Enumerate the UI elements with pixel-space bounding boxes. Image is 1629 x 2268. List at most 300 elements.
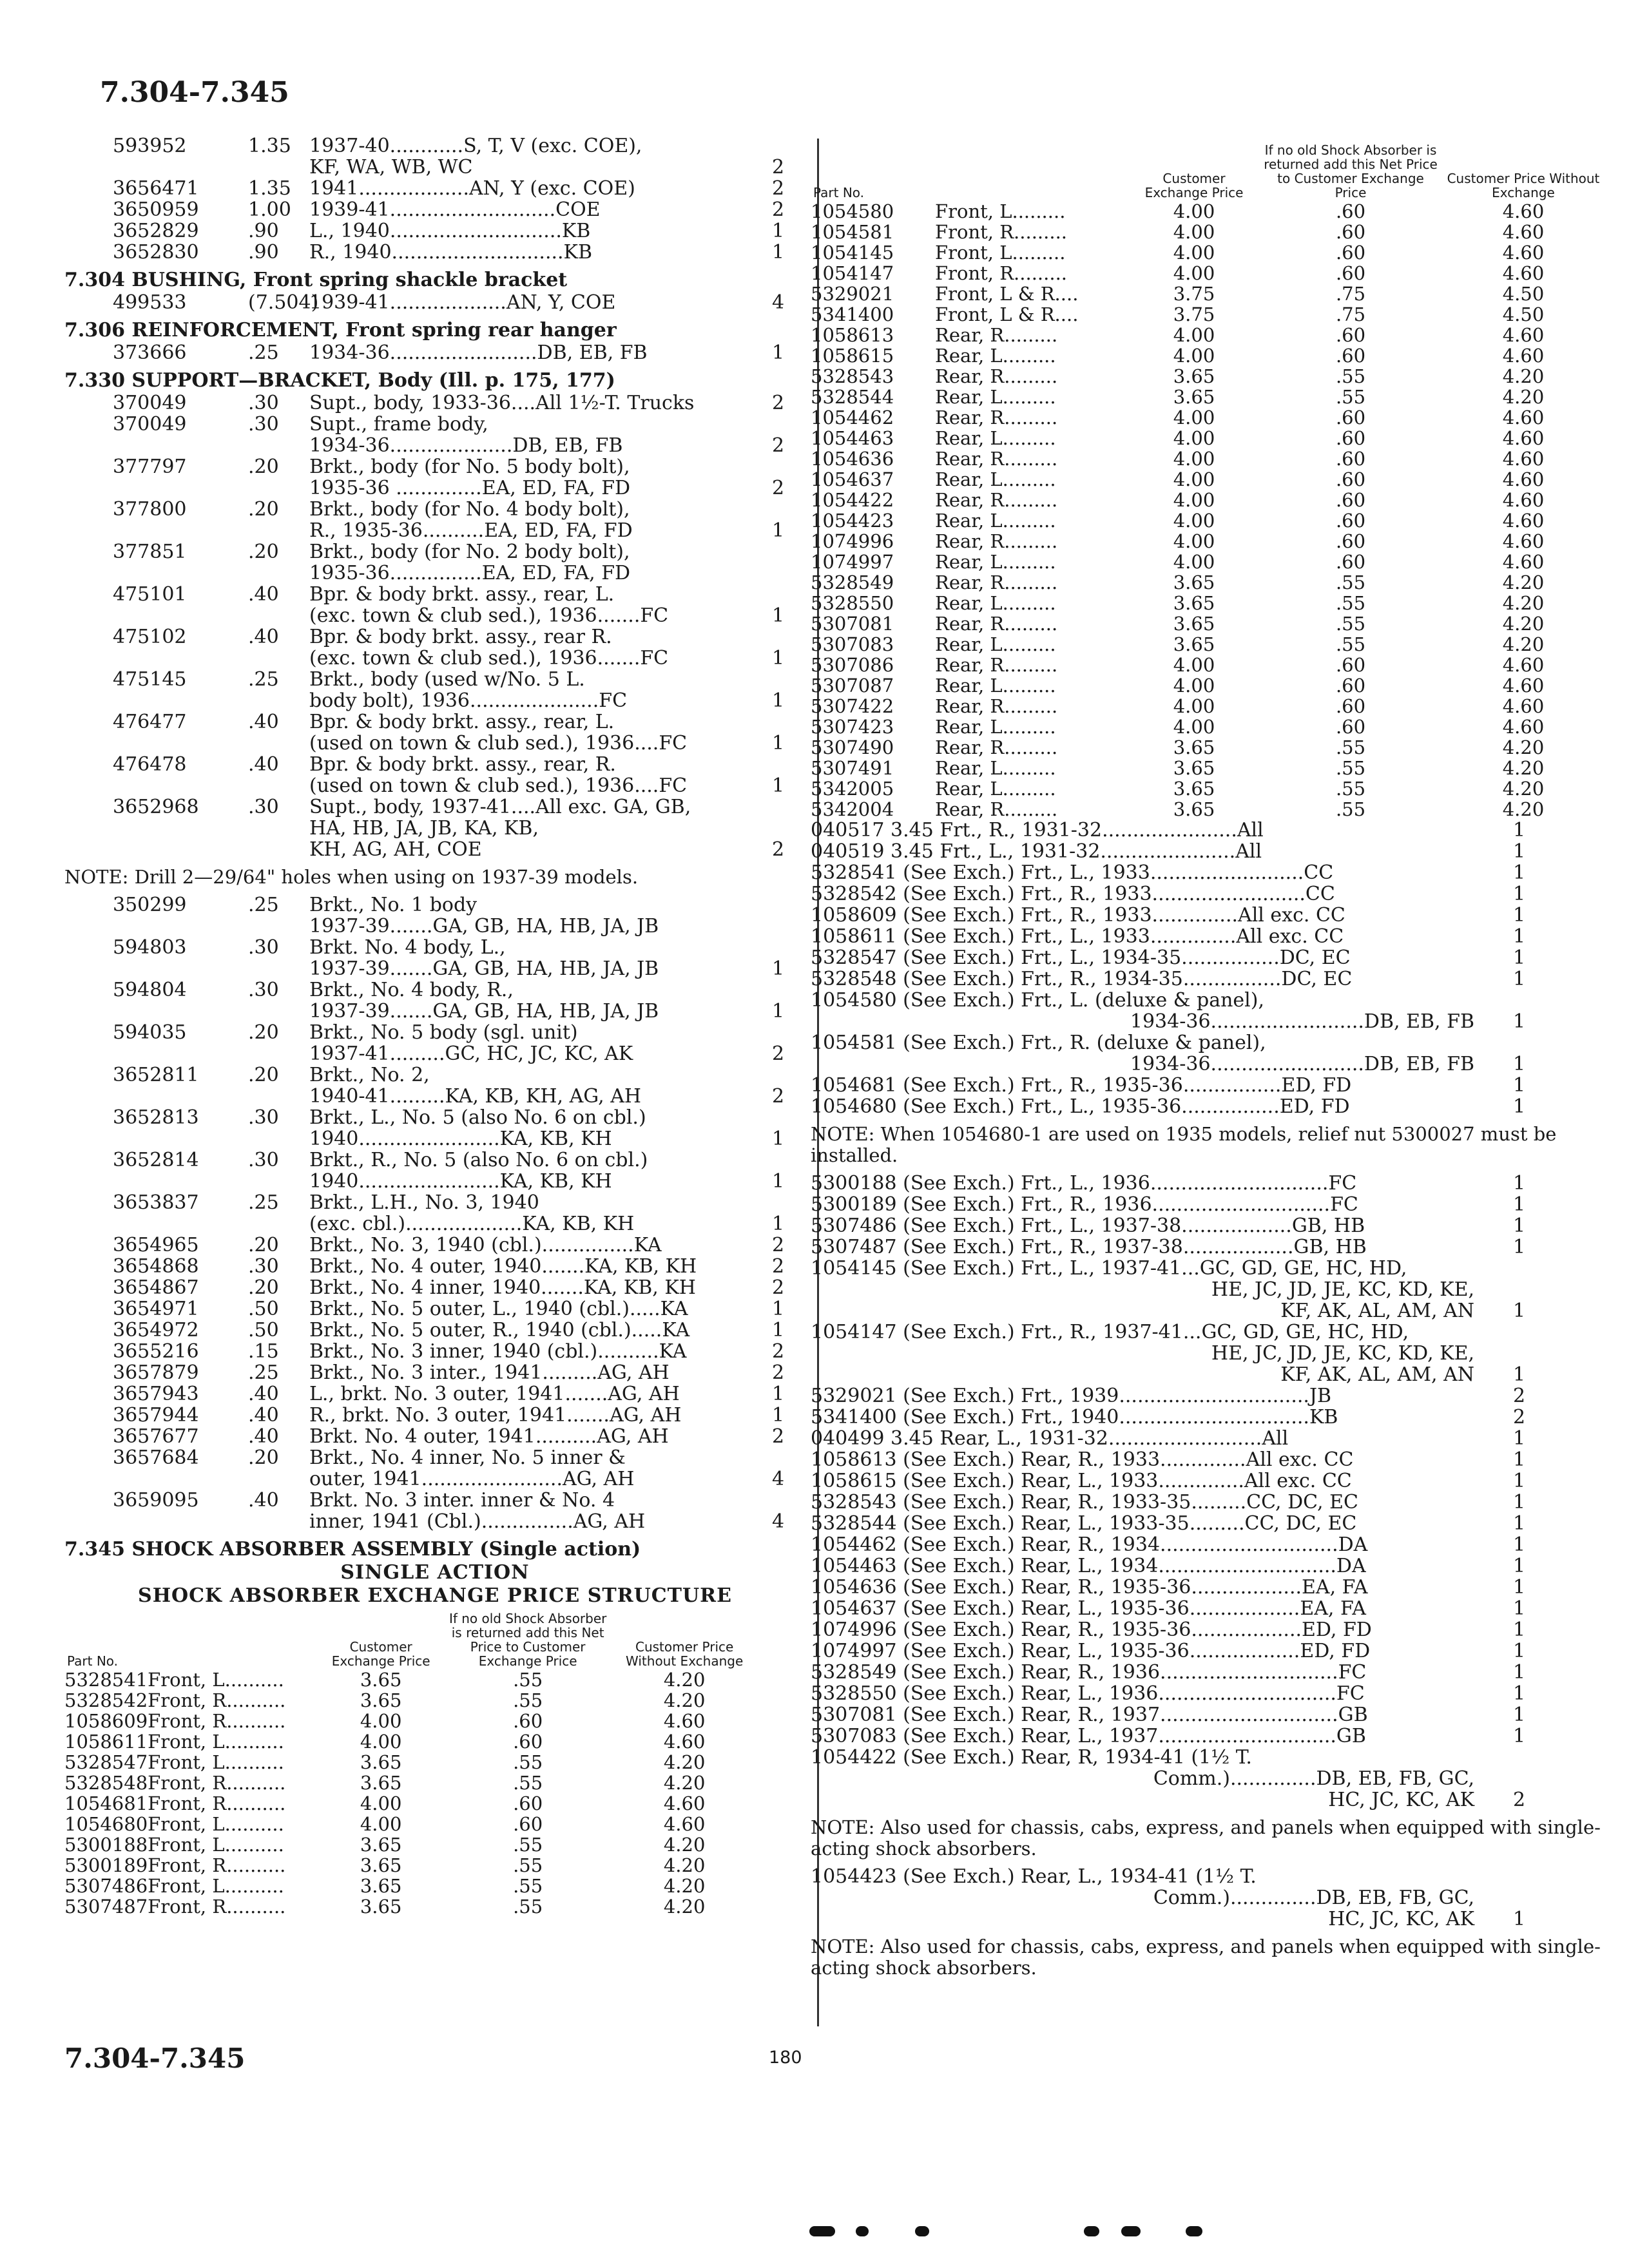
part-number: 1054147 — [811, 262, 894, 284]
table-row — [64, 1731, 755, 1752]
part-row — [64, 1341, 805, 1362]
part-row — [64, 220, 805, 242]
price: .20 — [248, 1064, 279, 1086]
part-description: 1937-39.......GA, GB, HA, HB, JA, JB — [309, 1000, 659, 1023]
listing-text: 5307486 (See Exch.) Frt., L., 1937-38..................GB, HB — [811, 1215, 1365, 1237]
exchange-price-table — [64, 1611, 755, 1917]
part-number: 5328542 — [64, 1689, 148, 1711]
part-number: 1054581 — [811, 221, 894, 243]
quantity: 1 — [1513, 1363, 1526, 1386]
quantity: 2 — [772, 477, 785, 499]
position: Front, L & R.... — [935, 283, 1079, 305]
net-price: .60 — [1335, 427, 1366, 449]
net-price: .60 — [1335, 716, 1366, 738]
net-price: .60 — [1335, 262, 1366, 284]
table-row — [811, 510, 1606, 531]
listing-text: 1058609 (See Exch.) Frt., R., 1933..............All exc. CC — [811, 904, 1345, 927]
part-description: outer, 1941.......................AG, AH — [309, 1468, 635, 1490]
part-number: 3654868 — [113, 1255, 199, 1278]
quantity: 1 — [772, 341, 785, 364]
part-number: 5328550 — [811, 592, 894, 614]
listing-text: 1054147 (See Exch.) Frt., R., 1937-41...GC, GD, GE, HC, HD, — [811, 1321, 1409, 1343]
exchange-price: 4.00 — [360, 1710, 402, 1732]
price-without-exchange: 4.60 — [1502, 675, 1545, 697]
part-description: R., 1935-36..........EA, ED, FA, FD — [309, 519, 633, 542]
part-number: 1054463 — [811, 427, 894, 449]
listing-text: 5307081 (See Exch.) Rear, R., 1937.............................GB — [811, 1704, 1368, 1726]
part-description: (exc. town & club sed.), 1936.......FC — [309, 647, 669, 669]
exchange-price: 4.00 — [360, 1813, 402, 1835]
price-without-exchange: 4.60 — [1502, 324, 1545, 346]
part-row — [64, 1277, 805, 1298]
part-row — [64, 626, 805, 669]
listing-row — [811, 1032, 1610, 1075]
position: Front, R.......... — [148, 1710, 286, 1732]
table-row — [811, 407, 1606, 428]
position: Front, L......... — [935, 200, 1066, 222]
exchange-price: 3.65 — [360, 1772, 402, 1794]
scan-mark — [856, 2226, 869, 2236]
part-row — [64, 1107, 805, 1149]
listing-row — [811, 883, 1610, 905]
listing-row — [811, 1577, 1610, 1598]
part-number: 5307486 — [64, 1875, 148, 1897]
part-number: 5328541 — [64, 1669, 148, 1691]
part-description: (exc. cbl.)...................KA, KB, KH — [309, 1213, 635, 1235]
part-description: 1939-41...........................COE — [309, 198, 601, 221]
quantity: 1 — [1513, 1095, 1526, 1118]
price: .30 — [248, 1255, 279, 1278]
right-column — [811, 135, 1610, 1985]
listing-text: 040519 3.45 Frt., L., 1931-32......................All — [811, 840, 1262, 863]
price: .20 — [248, 498, 279, 521]
part-number: 3652830 — [113, 241, 199, 264]
table-row — [811, 304, 1606, 325]
net-price: .60 — [1335, 654, 1366, 676]
net-price: .55 — [513, 1669, 543, 1691]
price: .20 — [248, 541, 279, 563]
quantity: 1 — [1513, 1619, 1526, 1641]
part-number: 5342004 — [811, 798, 894, 820]
price: .40 — [248, 1489, 279, 1512]
part-number: 3653837 — [113, 1191, 199, 1214]
price: .30 — [248, 1149, 279, 1171]
part-description: 1940.......................KA, KB, KH — [309, 1128, 612, 1150]
listing-text: HC, JC, KC, AK — [1328, 1789, 1474, 1811]
net-price: .60 — [513, 1710, 543, 1732]
net-price: .55 — [1335, 778, 1366, 800]
part-row — [64, 499, 805, 541]
exchange-price: 3.65 — [1173, 736, 1215, 758]
part-description: Brkt., No. 4 body, R., — [309, 979, 514, 1001]
part-description: Brkt., No. 4 inner, No. 5 inner & — [309, 1446, 626, 1469]
part-row — [64, 292, 805, 313]
table-row — [811, 696, 1606, 716]
part-number: 370049 — [113, 413, 187, 436]
part-description: Brkt., No. 5 outer, R., 1940 (cbl.).....KA — [309, 1319, 690, 1341]
part-number: 476478 — [113, 753, 187, 776]
part-number: 3654965 — [113, 1234, 199, 1256]
quantity: 1 — [772, 1319, 785, 1341]
price-without-exchange: 4.20 — [1502, 798, 1545, 820]
position: Front, L.......... — [148, 1731, 284, 1753]
net-price: .55 — [513, 1896, 543, 1917]
price: .40 — [248, 626, 279, 648]
part-description: Brkt., L.H., No. 3, 1940 — [309, 1191, 539, 1214]
part-description: L., 1940............................KB — [309, 220, 591, 242]
position: Rear, L......... — [935, 427, 1056, 449]
exchange-price: 3.65 — [1173, 633, 1215, 655]
quantity: 1 — [1513, 968, 1526, 990]
price-without-exchange: 4.20 — [663, 1834, 706, 1856]
col-exchange-price: Customer Exchange Price — [331, 1639, 430, 1669]
price-without-exchange: 4.60 — [1502, 448, 1545, 470]
quantity: 1 — [772, 1170, 785, 1193]
part-description: 1940.......................KA, KB, KH — [309, 1170, 612, 1193]
net-price: .55 — [513, 1875, 543, 1897]
part-row — [64, 1362, 805, 1383]
price: .20 — [248, 1446, 279, 1469]
listing-text: 5300189 (See Exch.) Frt., R., 1936.............................FC — [811, 1193, 1358, 1216]
exchange-price: 3.65 — [360, 1669, 402, 1691]
listing-row — [811, 1428, 1610, 1449]
part-row — [64, 979, 805, 1022]
price-without-exchange: 4.50 — [1502, 283, 1545, 305]
part-number: 1054637 — [811, 468, 894, 490]
part-number: 3654867 — [113, 1276, 199, 1299]
exchange-price: 3.65 — [1173, 613, 1215, 635]
price: .30 — [248, 392, 279, 414]
exchange-price: 3.65 — [1173, 798, 1215, 820]
exchange-price: 3.75 — [1173, 283, 1215, 305]
position: Rear, L......... — [935, 592, 1056, 614]
price-without-exchange: 4.60 — [1502, 345, 1545, 367]
col-desc — [935, 143, 1127, 201]
table-row — [811, 613, 1606, 634]
position: Rear, R......... — [935, 695, 1058, 717]
listing-row — [811, 1534, 1610, 1555]
table-row — [811, 325, 1606, 345]
part-number: 5328544 — [811, 386, 894, 408]
listing-text: KF, AK, AL, AM, AN — [1280, 1363, 1474, 1386]
part-description: Brkt., No. 5 outer, L., 1940 (cbl.).....KA — [309, 1298, 688, 1320]
part-row — [64, 392, 805, 414]
part-description: R., brkt. No. 3 outer, 1941.......AG, AH — [309, 1404, 682, 1427]
listing-text: 1058611 (See Exch.) Frt., L., 1933..............All exc. CC — [811, 925, 1344, 948]
listing-text: 1054636 (See Exch.) Rear, R., 1935-36..................EA, FA — [811, 1576, 1368, 1599]
part-number: 5341400 — [811, 303, 894, 325]
quantity: 4 — [772, 291, 785, 314]
price: 1.00 — [248, 198, 291, 221]
price-without-exchange: 4.60 — [1502, 468, 1545, 490]
listing-text: 1054681 (See Exch.) Frt., R., 1935-36................ED, FD — [811, 1074, 1352, 1097]
price-without-exchange: 4.20 — [1502, 736, 1545, 758]
net-price: .55 — [1335, 592, 1366, 614]
position: Front, R......... — [935, 221, 1068, 243]
quantity: 2 — [772, 1234, 785, 1256]
quantity: 1 — [1513, 1300, 1526, 1322]
col-price-without-exchange: Customer Price Without Exchange — [1447, 171, 1600, 200]
net-price: .55 — [1335, 798, 1366, 820]
exchange-price: 4.00 — [1173, 345, 1215, 367]
part-number: 5300188 — [64, 1834, 148, 1856]
table-row — [811, 448, 1606, 469]
price-without-exchange: 4.60 — [1502, 407, 1545, 428]
listing-text: 5328543 (See Exch.) Rear, R., 1933-35.........CC, DC, EC — [811, 1491, 1358, 1514]
note: NOTE: Also used for chassis, cabs, express, and panels when equipped with single-acting shock absorbers. — [811, 1816, 1601, 1860]
net-price: .60 — [1335, 324, 1366, 346]
part-number: 475102 — [113, 626, 187, 648]
net-price: .60 — [1335, 345, 1366, 367]
section-title: 7.304 BUSHING, Front spring shackle bracket — [64, 269, 568, 291]
part-row — [64, 1298, 805, 1320]
price: .40 — [248, 1383, 279, 1405]
part-number: 1074996 — [811, 530, 894, 552]
part-number: 594035 — [113, 1021, 187, 1044]
exchange-price: 4.00 — [1173, 530, 1215, 552]
part-number: 350299 — [113, 894, 187, 916]
part-description: Brkt., No. 3 inter., 1941.........AG, AH — [309, 1361, 670, 1384]
quantity: 2 — [772, 434, 785, 457]
net-price: .55 — [1335, 572, 1366, 593]
table-row — [811, 655, 1606, 675]
quantity: 1 — [1513, 1533, 1526, 1556]
position: Front, R.......... — [148, 1854, 286, 1876]
position: Rear, L......... — [935, 510, 1056, 532]
exchange-price: 3.65 — [1173, 572, 1215, 593]
listing-row — [811, 1470, 1610, 1492]
price: .30 — [248, 936, 279, 959]
part-number: 3657684 — [113, 1446, 199, 1469]
exchange-price: 3.65 — [1173, 386, 1215, 408]
price-without-exchange: 4.20 — [1502, 572, 1545, 593]
part-row — [64, 1426, 805, 1447]
price-without-exchange: 4.20 — [1502, 592, 1545, 614]
price-without-exchange: 4.50 — [1502, 303, 1545, 325]
quantity: 2 — [772, 1043, 785, 1065]
net-price: .55 — [1335, 736, 1366, 758]
table-row — [811, 222, 1606, 242]
position: Front, L.......... — [148, 1751, 284, 1773]
exchange-price: 4.00 — [1173, 262, 1215, 284]
listing-text: 5328541 (See Exch.) Frt., L., 1933.........................CC — [811, 861, 1334, 884]
part-description: Supt., frame body, — [309, 413, 488, 436]
part-description: 1934-36........................DB, EB, FB — [309, 341, 648, 364]
part-number: 1074997 — [811, 551, 894, 573]
listing-row — [811, 1321, 1610, 1385]
table-row — [811, 799, 1606, 820]
quantity: 1 — [1513, 840, 1526, 863]
exchange-price: 4.00 — [360, 1731, 402, 1753]
part-description: Bpr. & body brkt. assy., rear, L. — [309, 711, 615, 733]
price: 1.35 — [248, 135, 291, 157]
listing-row — [811, 947, 1610, 968]
part-number: 475101 — [113, 583, 187, 606]
part-description: Brkt., R., No. 5 (also No. 6 on cbl.) — [309, 1149, 648, 1171]
exchange-price: 4.00 — [1173, 551, 1215, 573]
price-without-exchange: 4.20 — [663, 1772, 706, 1794]
listing-row — [811, 1747, 1610, 1811]
net-price: .60 — [1335, 675, 1366, 697]
part-number: 377800 — [113, 498, 187, 521]
net-price: .60 — [1335, 407, 1366, 428]
part-row — [64, 135, 805, 178]
price: .25 — [248, 341, 279, 364]
part-description: Brkt., body (used w/No. 5 L. — [309, 668, 585, 691]
part-row — [64, 584, 805, 626]
position: Rear, R......... — [935, 736, 1058, 758]
listing-row — [811, 1619, 1610, 1640]
listing-text: 1074996 (See Exch.) Rear, R., 1935-36..................ED, FD — [811, 1619, 1372, 1641]
exchange-price: 4.00 — [1173, 489, 1215, 511]
quantity: 1 — [1513, 1576, 1526, 1599]
exchange-price: 4.00 — [1173, 324, 1215, 346]
position: Rear, R......... — [935, 572, 1058, 593]
position: Rear, R......... — [935, 448, 1058, 470]
part-row — [64, 711, 805, 754]
part-number: 1054423 — [811, 510, 894, 532]
quantity: 1 — [772, 604, 785, 627]
price-without-exchange: 4.20 — [1502, 778, 1545, 800]
listing-row — [811, 926, 1610, 947]
table-row — [64, 1855, 755, 1876]
table-row — [811, 469, 1606, 490]
listing-text: Comm.)..............DB, EB, FB, GC, — [1153, 1887, 1474, 1909]
part-number: 1054580 — [811, 200, 894, 222]
part-row — [64, 894, 805, 937]
exchange-price: 4.00 — [1173, 510, 1215, 532]
listing-row — [811, 1173, 1610, 1194]
part-number: 5307423 — [811, 716, 894, 738]
price: .25 — [248, 894, 279, 916]
scan-mark — [1186, 2226, 1202, 2236]
listing-row — [811, 1407, 1610, 1428]
price-without-exchange: 4.60 — [1502, 654, 1545, 676]
part-number: 1054680 — [64, 1813, 148, 1835]
listing-row — [811, 1258, 1610, 1321]
part-number: 5307083 — [811, 633, 894, 655]
part-number: 3654971 — [113, 1298, 199, 1320]
price: .40 — [248, 753, 279, 776]
part-description: 1941..................AN, Y (exc. COE) — [309, 177, 635, 200]
part-description: 1940-41.........KA, KB, KH, AG, AH — [309, 1085, 642, 1108]
listing-text: 5328547 (See Exch.) Frt., L., 1934-35................DC, EC — [811, 947, 1351, 969]
table-row — [64, 1834, 755, 1855]
scan-mark — [809, 2226, 835, 2236]
exchange-price: 3.65 — [1173, 365, 1215, 387]
price-without-exchange: 4.60 — [663, 1710, 706, 1732]
part-number: 1058615 — [811, 345, 894, 367]
listing-text: 5307487 (See Exch.) Frt., R., 1937-38..................GB, HB — [811, 1236, 1367, 1258]
part-number: 3652968 — [113, 796, 199, 818]
quantity: 1 — [772, 1404, 785, 1427]
listing-row — [811, 862, 1610, 883]
listing-text: 5328542 (See Exch.) Frt., R., 1933.........................CC — [811, 883, 1335, 905]
quantity: 2 — [772, 1361, 785, 1384]
part-number: 1054636 — [811, 448, 894, 470]
quantity: 2 — [772, 156, 785, 178]
part-description: 1939-41...................AN, Y, COE — [309, 291, 616, 314]
part-description: 1937-39.......GA, GB, HA, HB, JA, JB — [309, 915, 659, 937]
left-column — [64, 135, 805, 1917]
listing-text: 5329021 (See Exch.) Frt., 1939...............................JB — [811, 1385, 1332, 1407]
table-row — [811, 490, 1606, 510]
part-description: 1934-36....................DB, EB, FB — [309, 434, 623, 457]
table-row — [811, 531, 1606, 552]
part-row — [64, 937, 805, 979]
price-without-exchange: 4.60 — [1502, 242, 1545, 264]
quantity: 1 — [1513, 1193, 1526, 1216]
part-number: 5307086 — [811, 654, 894, 676]
listing-row — [811, 1598, 1610, 1619]
exchange-price: 3.65 — [360, 1834, 402, 1856]
price-without-exchange: 4.20 — [663, 1854, 706, 1876]
part-row — [64, 754, 805, 796]
position: Rear, L......... — [935, 386, 1056, 408]
exchange-price: 4.00 — [1173, 407, 1215, 428]
quantity: 1 — [1513, 1512, 1526, 1535]
exchange-price: 4.00 — [360, 1792, 402, 1814]
part-description: (exc. town & club sed.), 1936.......FC — [309, 604, 669, 627]
part-number: 5328548 — [64, 1772, 148, 1794]
quantity: 1 — [772, 1128, 785, 1150]
listing-text: 5328548 (See Exch.) Frt., R., 1934-35................DC, EC — [811, 968, 1353, 990]
exchange-price: 4.00 — [1173, 427, 1215, 449]
table-row — [811, 428, 1606, 448]
part-row — [64, 178, 805, 199]
quantity: 1 — [772, 241, 785, 264]
net-price: .55 — [1335, 386, 1366, 408]
quantity: 1 — [772, 1383, 785, 1405]
exchange-price: 3.65 — [1173, 592, 1215, 614]
listing-text: 1058615 (See Exch.) Rear, L., 1933..............All exc. CC — [811, 1470, 1352, 1492]
price: .30 — [248, 413, 279, 436]
part-description: Brkt., body (for No. 5 body bolt), — [309, 456, 630, 478]
position: Rear, L......... — [935, 757, 1056, 779]
part-row — [64, 1383, 805, 1405]
part-number: 3657677 — [113, 1425, 199, 1448]
net-price: .60 — [1335, 530, 1366, 552]
part-number: 594804 — [113, 979, 187, 1001]
note: NOTE: Also used for chassis, cabs, express, and panels when equipped with single-acting shock absorbers. — [811, 1936, 1601, 1979]
position: Front, R.......... — [148, 1896, 286, 1917]
part-number: 1058613 — [811, 324, 894, 346]
part-description: KF, WA, WB, WC — [309, 156, 473, 178]
price-without-exchange: 4.60 — [1502, 427, 1545, 449]
part-number: 5307422 — [811, 695, 894, 717]
price: .50 — [248, 1319, 279, 1341]
part-row — [64, 414, 805, 456]
position: Rear, L......... — [935, 675, 1056, 697]
net-price: .60 — [1335, 468, 1366, 490]
price-without-exchange: 4.60 — [663, 1792, 706, 1814]
quantity: 1 — [1513, 904, 1526, 927]
quantity: 1 — [772, 732, 785, 754]
listing-text: 1934-36.........................DB, EB, FB — [1130, 1053, 1474, 1075]
part-number: 1058609 — [64, 1710, 148, 1732]
table-row — [811, 716, 1606, 737]
col-part-no: Part No. — [67, 1653, 119, 1669]
part-description: 1935-36...............EA, ED, FA, FD — [309, 562, 631, 584]
net-price: .60 — [1335, 221, 1366, 243]
listing-text: HE, JC, JD, JE, KC, KD, KE, — [1211, 1342, 1474, 1365]
part-number: 370049 — [113, 392, 187, 414]
part-number: 5342005 — [811, 778, 894, 800]
listing-text: HC, JC, KC, AK — [1328, 1908, 1474, 1930]
quantity: 1 — [1513, 925, 1526, 948]
listing-row — [811, 1866, 1610, 1930]
quantity: 2 — [772, 838, 785, 861]
